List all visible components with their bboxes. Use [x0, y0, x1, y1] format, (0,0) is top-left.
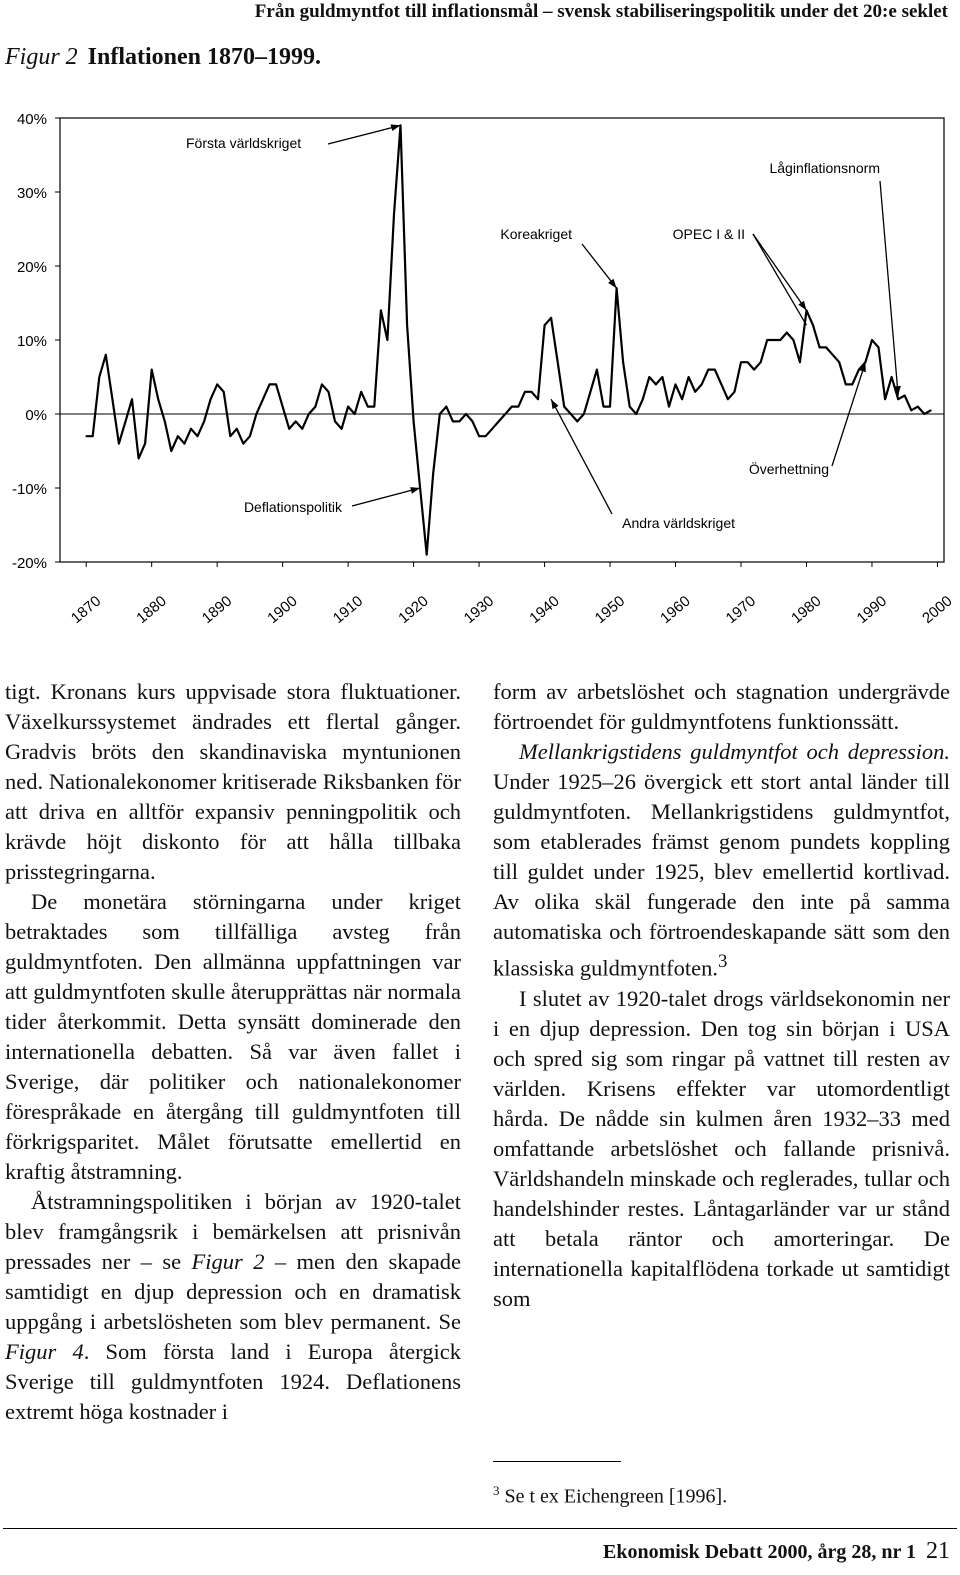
data-point	[825, 347, 827, 349]
data-point	[413, 421, 415, 423]
data-point	[721, 384, 723, 386]
x-tick-label: 1980	[788, 592, 825, 628]
data-point	[694, 391, 696, 393]
paragraph: I slutet av 1920-talet drogs världsekonomin ner i en djup depression. Den tog sin början i USA och spred sig som ringar på vattnet till resten av världen. Krisens effekter var utomordentligt hårda. De nådde sin kulmen åren 1932–33 med omfattande arbetslöshet och fallande prisnivå. Världshandeln minskade och reglerades, tullar och handelshinder restes. Låntagarländer var ur stånd att betala räntor och amorteringar. De internationella kapitalflödena torkade ut samtidigt som	[493, 985, 950, 1311]
figure-label: Figur 2	[5, 44, 78, 70]
data-point	[334, 421, 336, 423]
page-number: 21	[926, 1538, 950, 1564]
data-point	[924, 413, 926, 415]
annotation-arrow	[753, 234, 806, 310]
data-point	[393, 213, 395, 215]
paragraph-text: Åtstramningspolitiken i början av 1920-talet blev framgångsrik i bemärkelsen att prisnivån pressades ner – se	[5, 1189, 461, 1274]
paragraph: form av arbetslöshet och stagnation undergrävde förtroendet för guldmyntfotens funktionssätt.	[493, 679, 950, 734]
data-point	[734, 391, 736, 393]
data-point	[98, 376, 100, 378]
data-point	[714, 369, 716, 371]
data-point	[740, 361, 742, 363]
annotation-arrowhead	[798, 301, 806, 311]
annotation-label: Första världskriget	[186, 135, 302, 151]
data-point	[498, 421, 500, 423]
data-point	[793, 339, 795, 341]
data-point	[203, 421, 205, 423]
data-point	[432, 472, 434, 474]
data-point	[688, 376, 690, 378]
data-point	[884, 398, 886, 400]
data-point	[452, 421, 454, 423]
data-point	[138, 458, 140, 460]
x-tick-label: 1960	[657, 592, 694, 628]
data-point	[262, 398, 264, 400]
data-point	[799, 361, 801, 363]
data-point	[583, 413, 585, 415]
data-point	[766, 339, 768, 341]
x-tick-label: 1930	[460, 592, 498, 628]
annotation-label: Överhettning	[748, 461, 829, 477]
data-point	[387, 339, 389, 341]
data-point	[511, 406, 513, 408]
data-point	[544, 324, 546, 326]
data-point	[360, 391, 362, 393]
data-point	[747, 361, 749, 363]
x-tick-label: 1990	[853, 592, 891, 628]
data-point	[144, 443, 146, 445]
data-point	[151, 369, 153, 371]
data-point	[308, 413, 310, 415]
data-point	[105, 354, 107, 356]
data-point	[603, 406, 605, 408]
data-point	[380, 310, 382, 312]
inflation-chart	[0, 96, 960, 656]
annotation-arrowhead	[551, 399, 558, 409]
figure-reference: Figur 4	[5, 1339, 84, 1364]
data-point	[622, 361, 624, 363]
annotation-label: Koreakriget	[500, 226, 572, 242]
data-point	[125, 421, 127, 423]
data-point	[295, 421, 297, 423]
data-point	[563, 406, 565, 408]
data-point	[635, 413, 637, 415]
data-point	[85, 435, 87, 437]
data-point	[773, 339, 775, 341]
data-point	[269, 384, 271, 386]
data-point	[779, 339, 781, 341]
x-tick-label: 1910	[329, 592, 367, 628]
x-tick-label: 1970	[722, 592, 760, 628]
paragraph: De monetära störningarna under kriget betraktades som tillfälliga avsteg från guldmyntfoten. Den allmänna uppfattningen var att guldmyntfoten skulle återupprättas när normala tider återkommit. Detta synsätt dominerade den internationella debatten. Så var även fallet i Sverige, där politiker och nationalekonomer förespråkade en återgång till guldmyntfoten till förkrigsparitet. Målet förutsatte emellertid en kraftig åtstramning.	[5, 889, 461, 1184]
data-point	[675, 384, 677, 386]
text-column-right	[493, 677, 950, 1314]
annotation-arrow	[753, 234, 806, 325]
data-point	[465, 413, 467, 415]
data-point	[472, 421, 474, 423]
data-point	[491, 428, 493, 430]
x-tick-label: 1890	[198, 592, 236, 628]
annotation-label: OPEC I & II	[672, 226, 745, 242]
footnote-text: Se t ex Eichengreen [1996].	[499, 1485, 728, 1508]
data-point	[590, 391, 592, 393]
annotation-arrowhead	[608, 279, 616, 289]
data-point	[177, 435, 179, 437]
data-point	[197, 435, 199, 437]
data-point	[871, 339, 873, 341]
data-point	[478, 435, 480, 437]
x-tick-label: 1870	[67, 592, 105, 628]
running-header: Från guldmyntfot till inflationsmål – svensk stabiliseringspolitik under det 20:e seklet	[254, 1, 948, 22]
annotation-arrow	[880, 181, 898, 396]
data-point	[930, 410, 932, 412]
data-point	[210, 398, 212, 400]
data-point	[701, 384, 703, 386]
paragraph	[5, 1187, 461, 1427]
data-point	[406, 324, 408, 326]
data-point	[845, 384, 847, 386]
data-point	[917, 406, 919, 408]
footnote-rule	[493, 1461, 621, 1462]
footnote	[493, 1483, 727, 1509]
data-point	[439, 413, 441, 415]
data-point	[760, 361, 762, 363]
data-point	[256, 413, 258, 415]
x-tick-label: 1900	[264, 592, 301, 628]
data-point	[459, 421, 461, 423]
data-point	[910, 410, 912, 412]
data-point	[570, 413, 572, 415]
paragraph: tigt. Kronans kurs uppvisade stora fluktuationer. Växelkurssystemet ändrades ett flertal gånger. Gradvis bröts den skandinaviska myntunionen ned. Nationalekonomer kritiserade Riksbanken för att driva en alltför expansiv penningpolitik och krävde höjt diskonto för att hålla tillbaka prisstegringarna.	[5, 679, 461, 884]
x-tick-label: 1940	[526, 592, 563, 628]
annotation-arrowhead	[391, 124, 401, 131]
y-tick-label: 10%	[16, 333, 47, 350]
data-point	[328, 391, 330, 393]
data-point	[243, 443, 245, 445]
data-point	[897, 398, 899, 400]
annotation-arrow	[328, 125, 401, 144]
paragraph	[493, 737, 950, 984]
data-point	[786, 332, 788, 334]
section-heading: Mellankrigstidens guldmyntfot och depression.	[519, 739, 950, 764]
data-point	[112, 398, 114, 400]
x-tick-label: 1880	[133, 592, 170, 628]
data-point	[838, 361, 840, 363]
data-point	[354, 413, 356, 415]
data-point	[649, 376, 651, 378]
data-point	[557, 361, 559, 363]
annotation-label: Deflationspolitik	[243, 499, 342, 515]
data-point	[341, 428, 343, 430]
data-point	[275, 384, 277, 386]
footer-rule	[3, 1528, 957, 1529]
data-point	[315, 406, 317, 408]
data-point	[655, 384, 657, 386]
data-point	[852, 384, 854, 386]
data-point	[904, 395, 906, 397]
text-column-left	[5, 677, 461, 1427]
paragraph-text: Under 1925–26 övergick ett stort antal länder till guldmyntfoten. Mellankrigstidens guldmyntfot, som etablerades främst genom pundets koppling till guldet under 1925, blev emellertid kortlivad. Av olika skäl fungerade den inte på samma automatiska och förtroendeskapande sätt som den klassiska guldmyntfoten.	[493, 769, 950, 981]
inflation-series-line	[86, 125, 931, 554]
y-tick-label: 20%	[16, 259, 47, 276]
figure-caption	[5, 44, 321, 71]
data-point	[629, 406, 631, 408]
data-point	[609, 406, 611, 408]
data-point	[642, 398, 644, 400]
data-point	[374, 406, 376, 408]
y-tick-label: -20%	[11, 555, 47, 572]
data-point	[157, 398, 159, 400]
data-point	[668, 406, 670, 408]
x-tick-label: 1950	[591, 592, 629, 628]
annotation-label: Andra världskriget	[622, 515, 735, 531]
data-point	[577, 421, 579, 423]
y-tick-label: 0%	[25, 407, 47, 424]
journal-name: Ekonomisk Debatt 2000, årg 28, nr 1	[603, 1541, 916, 1563]
annotation-label: Låginflationsnorm	[769, 160, 880, 176]
data-point	[504, 413, 506, 415]
x-tick-label: 2000	[919, 592, 956, 628]
data-point	[878, 347, 880, 349]
data-point	[485, 435, 487, 437]
data-point	[596, 369, 598, 371]
data-point	[249, 435, 251, 437]
data-point	[321, 384, 323, 386]
data-point	[236, 428, 238, 430]
data-point	[426, 554, 428, 556]
data-point	[812, 324, 814, 326]
data-point	[537, 398, 539, 400]
data-point	[662, 376, 664, 378]
y-tick-label: 40%	[16, 111, 47, 128]
data-point	[550, 317, 552, 319]
annotation-arrow	[352, 488, 420, 506]
page-footer	[603, 1538, 950, 1565]
y-tick-label: 30%	[16, 185, 47, 202]
data-point	[190, 428, 192, 430]
data-point	[347, 406, 349, 408]
data-point	[282, 406, 284, 408]
data-point	[216, 384, 218, 386]
data-point	[753, 369, 755, 371]
data-point	[92, 435, 94, 437]
data-point	[858, 369, 860, 371]
plot-frame	[60, 118, 944, 562]
data-point	[164, 421, 166, 423]
data-point	[518, 406, 520, 408]
data-point	[819, 347, 821, 349]
data-point	[118, 443, 120, 445]
data-point	[223, 391, 225, 393]
data-point	[531, 391, 533, 393]
data-point	[727, 398, 729, 400]
data-point	[832, 354, 834, 356]
paragraph-text: . Som första land i Europa återgick Sverige till guldmyntfoten 1924. Deflationens extremt höga kostnader i	[5, 1339, 461, 1424]
data-point	[131, 398, 133, 400]
data-point	[229, 435, 231, 437]
data-point	[707, 369, 709, 371]
data-point	[184, 443, 186, 445]
x-tick-label: 1920	[395, 592, 432, 628]
footnote-number: 3	[493, 1483, 500, 1498]
figure-reference: Figur 2	[191, 1249, 265, 1274]
data-point	[681, 398, 683, 400]
footnote-marker: 3	[717, 951, 728, 972]
figure-title: Inflationen 1870–1999.	[87, 44, 322, 70]
data-point	[367, 406, 369, 408]
data-point	[891, 376, 893, 378]
data-point	[446, 406, 448, 408]
annotation-arrowhead	[410, 487, 420, 494]
data-point	[301, 428, 303, 430]
data-point	[524, 391, 526, 393]
y-tick-label: -10%	[11, 481, 47, 498]
data-point	[288, 428, 290, 430]
data-point	[171, 450, 173, 452]
paragraph-text: – men den skapade samtidigt en djup depression och en dramatisk uppgång i arbetslösheten som blev permanent. Se	[5, 1249, 461, 1334]
